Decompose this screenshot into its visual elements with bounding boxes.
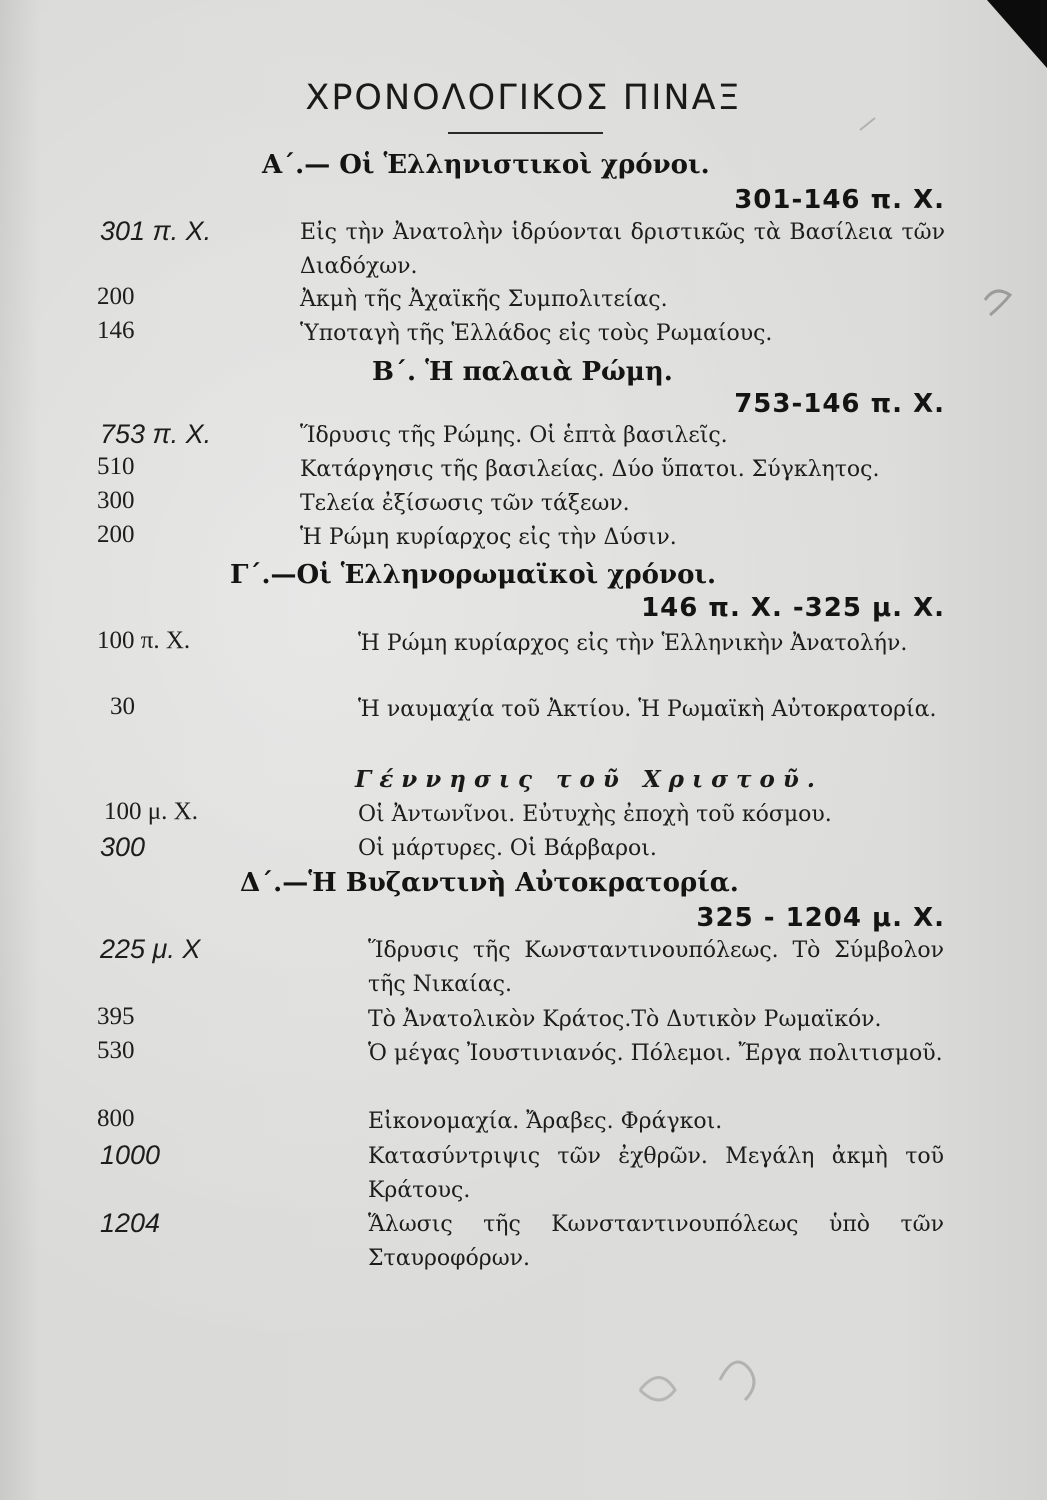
entry-date: 395	[97, 1003, 135, 1030]
entry-date: 100 π. Χ.	[97, 627, 191, 654]
entry-date: 530	[97, 1037, 135, 1064]
entry-date: 225 μ. Χ	[100, 934, 201, 964]
entry-text: Ἡ Ρώμη κυρίαρχος εἰς τὴν Ἑλληνικὴν Ἀνατολήν.	[358, 631, 908, 656]
entry-text: Εἰς τὴν Ἀνατολὴν ἱδρύονται δριστικῶς τὰ Βασίλεια τῶν Διαδόχων.	[300, 220, 945, 279]
entry-date: 1000	[100, 1140, 161, 1170]
section-b-range: 753-146 π. Χ.	[734, 389, 945, 419]
section-b-heading: Β΄. Ἡ παλαιὰ Ρώμη.	[372, 357, 673, 387]
entry-text: Κατασύντριψις τῶν ἐχθρῶν. Μεγάλη ἀκμὴ τοῦ Κράτους.	[368, 1144, 944, 1203]
section-a-heading: Α΄.— Οἱ Ἑλληνιστικοὶ χρόνοι.	[262, 150, 710, 180]
entry-date: 146	[97, 317, 135, 344]
entry-text: Εἰκονομαχία. Ἄραβες. Φράγκοι.	[368, 1109, 723, 1134]
section-c-range: 146 π. Χ. -325 μ. Χ.	[641, 593, 945, 623]
section-a-range: 301-146 π. Χ.	[734, 185, 945, 215]
section-d-range: 325 - 1204 μ. Χ.	[696, 903, 945, 933]
entry-text: Τὸ Ἀνατολικὸν Κράτος.Τὸ Δυτικὸν Ρωμαϊκόν.	[368, 1007, 882, 1032]
entry-text: Ὁ μέγας Ἰουστινιανός. Πόλεμοι. Ἔργα πολιτισμοῦ.	[368, 1041, 943, 1066]
entry-text: Ἵδρυσις τῆς Ρώμης. Οἱ ἑπτὰ βασιλεῖς.	[300, 423, 728, 448]
entry-text: Οἱ Ἀντωνῖνοι. Εὐτυχὴς ἐποχὴ τοῦ κόσμου.	[358, 802, 832, 827]
entry-date: 200	[97, 283, 135, 310]
entry-text: Ἡ ναυμαχία τοῦ Ἀκτίου. Ἡ Ρωμαϊκὴ Αὐτοκρατορία.	[358, 697, 937, 722]
page-title: ΧΡΟΝΟΛΟΓΙΚΟΣ ΠΙΝΑΞ	[305, 78, 742, 118]
entry-date: 510	[97, 453, 135, 480]
entry-text: Ἀκμὴ τῆς Ἀχαϊκῆς Συμπολιτείας.	[300, 287, 668, 312]
entry-text: Ὑποταγὴ τῆς Ἑλλάδος εἰς τοὺς Ρωμαίους.	[300, 321, 773, 346]
entry-text: Τελεία ἐξίσωσις τῶν τάξεων.	[300, 491, 630, 516]
entry-date: 301 π. Χ.	[100, 216, 212, 246]
entry-date: 300	[100, 832, 146, 862]
entry-date: 300	[97, 487, 135, 514]
entry-text: Ἅλωσις τῆς Κωνσταντινουπόλεως ὑπὸ τῶν Σταυροφόρων.	[368, 1212, 944, 1271]
entry-date: 200	[97, 521, 135, 548]
section-c-heading: Γ΄.—Οἱ Ἑλληνορωμαϊκοὶ χρόνοι.	[230, 560, 717, 590]
entry-date: 30	[110, 693, 135, 720]
title-rule	[448, 132, 603, 134]
entry-date: 1204	[100, 1208, 161, 1238]
section-d-heading: Δ΄.—Ἡ Βυζαντινὴ Αὐτοκρατορία.	[240, 868, 739, 898]
entry-text: Ἵδρυσις τῆς Κωνσταντινουπόλεως. Τὸ Σύμβολον τῆς Νικαίας.	[368, 938, 944, 997]
entry-text: Ἡ Ρώμη κυρίαρχος εἰς τὴν Δύσιν.	[300, 525, 677, 550]
entry-date: 100 μ. Χ.	[104, 798, 198, 825]
entry-text: Οἱ μάρτυρες. Οἱ Βάρβαροι.	[358, 836, 657, 861]
dark-corner	[987, 0, 1047, 68]
entry-date: 753 π. Χ.	[100, 419, 212, 449]
entry-date: 800	[97, 1105, 135, 1132]
birth-of-christ-note: Γέννησις τοῦ Χριστοῦ.	[355, 766, 823, 793]
entry-text: Κατάργησις τῆς βασιλείας. Δύο ὕπατοι. Σύγκλητος.	[300, 457, 880, 482]
